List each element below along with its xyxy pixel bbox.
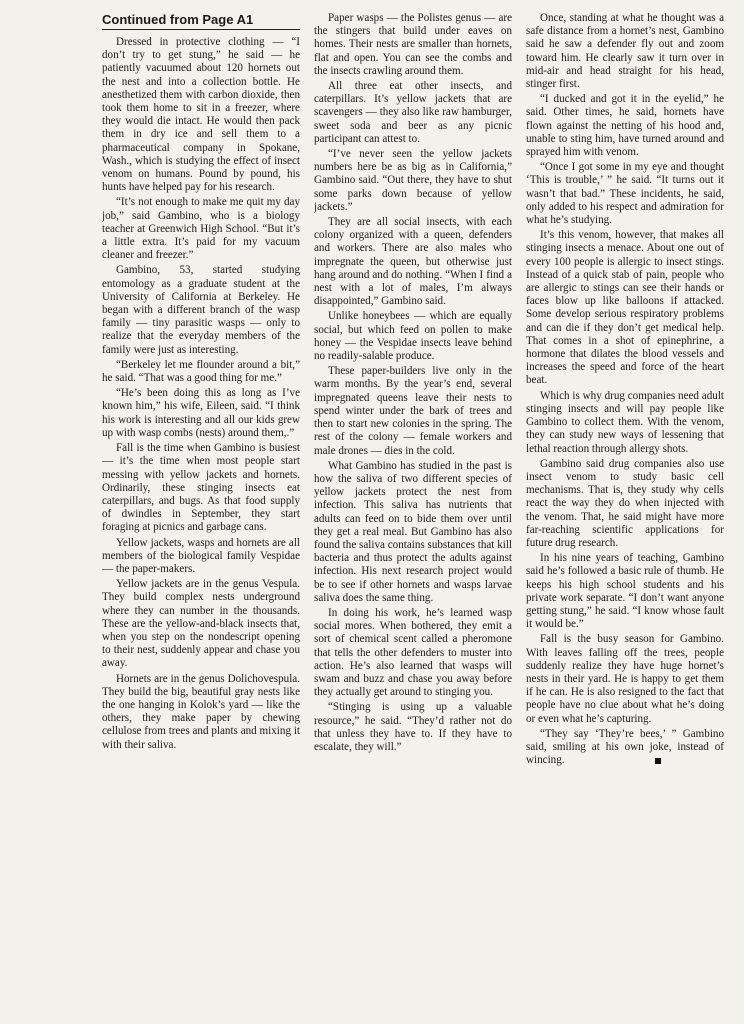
end-of-article-mark (655, 758, 661, 764)
column-1 (102, 12, 300, 1016)
header-rule (102, 29, 300, 30)
article-paragraph: Which is why drug companies need adult stinging insects and will pay people like Gambino to collect them. With the venom, they can study new ways of lessening that lethal reaction through allergy shots. (526, 389, 724, 455)
article-paragraph: Paper wasps — the Polistes genus — are the stingers that build under eaves on homes. Their nests are smaller than hornets, flat and open. You can see the combs and the insects crawling around them. (314, 12, 512, 77)
column-3 (526, 12, 724, 1016)
article-paragraph: They are all social insects, with each colony organized with a queen, defenders and workers. There are also males who impregnate the queen, but otherwise just hang around and do nothing. “When I find a nest with a lot of males, I’m always disappointed,” Gambino said. (314, 216, 512, 308)
article-paragraph: Gambino, 53, started studying entomology as a graduate student at the University of California at Berkeley. He began with a different branch of the wasp family — tiny parasitic wasps — only to realize that the everyday members of the family were just as interesting. (102, 264, 300, 356)
article-paragraph: “Stinging is using up a valuable resource,” he said. “They’d rather not do that unless they have to. If they have to escalate, they will.” (314, 701, 512, 753)
article-paragraph: “I’ve never seen the yellow jackets numbers here be as big as in California,” Gambino said. “Out there, they have to shut some parks down because of yellow jackets.” (314, 148, 512, 213)
article-paragraph: Hornets are in the genus Dolichovespula. They build the big, beautiful gray nests like the one hanging in Kolok’s yard — like the others, they make paper by chewing cellulose from trees and plants and mixing it with their saliva. (102, 672, 300, 751)
column-2 (314, 12, 512, 1016)
article-paragraph: In his nine years of teaching, Gambino said he’s followed a basic rule of thumb. He keeps his high school students and his private work separate. “I don’t want anyone getting stung,” he said. “I know whose fault it would be.” (526, 552, 724, 631)
article-paragraph: Unlike honeybees — which are equally social, but which feed on pollen to make honey — the Vespidae insects leave behind no readily-salable produce. (314, 310, 512, 363)
article-paragraph: Fall is the busy season for Gambino. With leaves falling off the trees, people suddenly realize they have huge hornet’s nests in their yard. He is happy to get them if he can. He is also resigned to the fact that people have no clue about what he’s doing or even what he’s capturing. (526, 633, 724, 725)
article-paragraph: These paper-builders live only in the warm months. By the year’s end, several impregnated queens leave their nests to spend winter under the bark of trees and then to start new colonies in the spring. The rest of the colony — female workers and male drones — dies in the cold. (314, 365, 512, 457)
article-paragraph: “He’s been doing this as long as I’ve known him,” his wife, Eileen, said. “I think his work is interesting and all our kids grew up with wasp combs (nests) around them,.” (102, 387, 300, 439)
article-paragraph: In doing his work, he’s learned wasp social mores. When bothered, they emit a sort of chemical scent called a pheromone that tells the other defenders to muster into action. He’s also learned that wasps will swam and buzz and chase you away before they actually get around to stinging you. (314, 606, 512, 699)
article-paragraph: Yellow jackets, wasps and hornets are all members of the biological family Vespidae — the paper-makers. (102, 536, 300, 575)
article-paragraph: Gambino said drug companies also use insect venom to study basic cell mechanisms. That is, they study why cells react the way they do when injected with the venom. That, he said might have more far-reaching scientific applications for future drug research. (526, 457, 724, 549)
article-paragraph: “It’s not enough to make me quit my day job,” said Gambino, who is a biology teacher at Greenwich High School. “But it’s a little extra. It’s paid for my vacuum cleaner and freezer.” (102, 196, 300, 262)
article-paragraph: All three eat other insects, and caterpillars. It’s yellow jackets that are scavengers — they also like raw hamburger, sweet soda and beer as any picnic participant can attest to. (314, 80, 512, 145)
article-paragraph: “They say ‘They’re bees,’ ” Gambino said, smiling at his own joke, instead of wincing. (526, 727, 724, 767)
article-paragraph: Dressed in protective clothing — “I don’t try to get stung,” he said — he patiently vacuumed about 120 hornets out the nest and into a collection bottle. He anesthetized them with carbon dioxide, then took them home to sit in a freezer, where they would die intact. He would then pack them in dry ice and sell them to a pharmaceutical company in Spokane, Wash., which is studying the effect of insect venom on humans. Pound by pound, his hunts have helped pay for his research. (102, 36, 300, 194)
article-paragraph: Once, standing at what he thought was a safe distance from a hornet’s nest, Gambino said he saw a defender fly out and zoom toward him. He clearly saw it turn over in mid-air and head straight for his head, stinger first. (526, 12, 724, 91)
article-paragraph: It’s this venom, however, that makes all stinging insects a menace. About one out of every 100 people is allergic to insect stings. Instead of a quick stab of pain, people who are allergic to stings can see their hands or faces blow up like balloons if attacked. Some develop serious respiratory problems and can die if they don’t get medical help. That comes in a shot of epinephrine, a hormone that dilates the blood vessels and increases the speed and force of the heart beat. (526, 229, 724, 387)
article-paragraph: Fall is the time when Gambino is busiest — it’s the time when most people start messing with yellow jackets and hornets. Ordinarily, these stinging insects eat caterpillars, and bugs. As that food supply of dwindles in September, they start foraging at picnics and garbage cans. (102, 442, 300, 534)
article-paragraph: “Once I got some in my eye and thought ‘This is trouble,’ ” he said. “It turns out it wasn’t that bad.” These incidents, he said, only added to his respect and admiration for what he’s studying. (526, 161, 724, 227)
continued-header: Continued from Page A1 (102, 12, 254, 27)
article-paragraph: “I ducked and got it in the eyelid,” he said. Other times, he said, hornets have flown against the netting of his hood and, unable to sting him, have turned around and sprayed him with venom. (526, 93, 724, 159)
article-columns (102, 12, 730, 1016)
article-paragraph: “Berkeley let me flounder around a bit,” he said. “That was a good thing for me.” (102, 358, 300, 385)
article-paragraph: What Gambino has studied in the past is how the saliva of two different species of yellow jackets protect the nest from infection. This saliva has nutrients that adults can feed on to bide them over until they get a real meal. But Gambino has also found the saliva contains substances that kill bacteria and thus protect the adults against infection. His next research project would be to see if other hornets and wasps larvae saliva does the same thing. (314, 459, 512, 604)
article-paragraph: Yellow jackets are in the genus Vespula. They build complex nests underground where they can number in the thousands. These are the yellow-and-black insects that, when you step on the nondescript opening to their nest, suddenly appear and chase you away. (102, 578, 300, 670)
